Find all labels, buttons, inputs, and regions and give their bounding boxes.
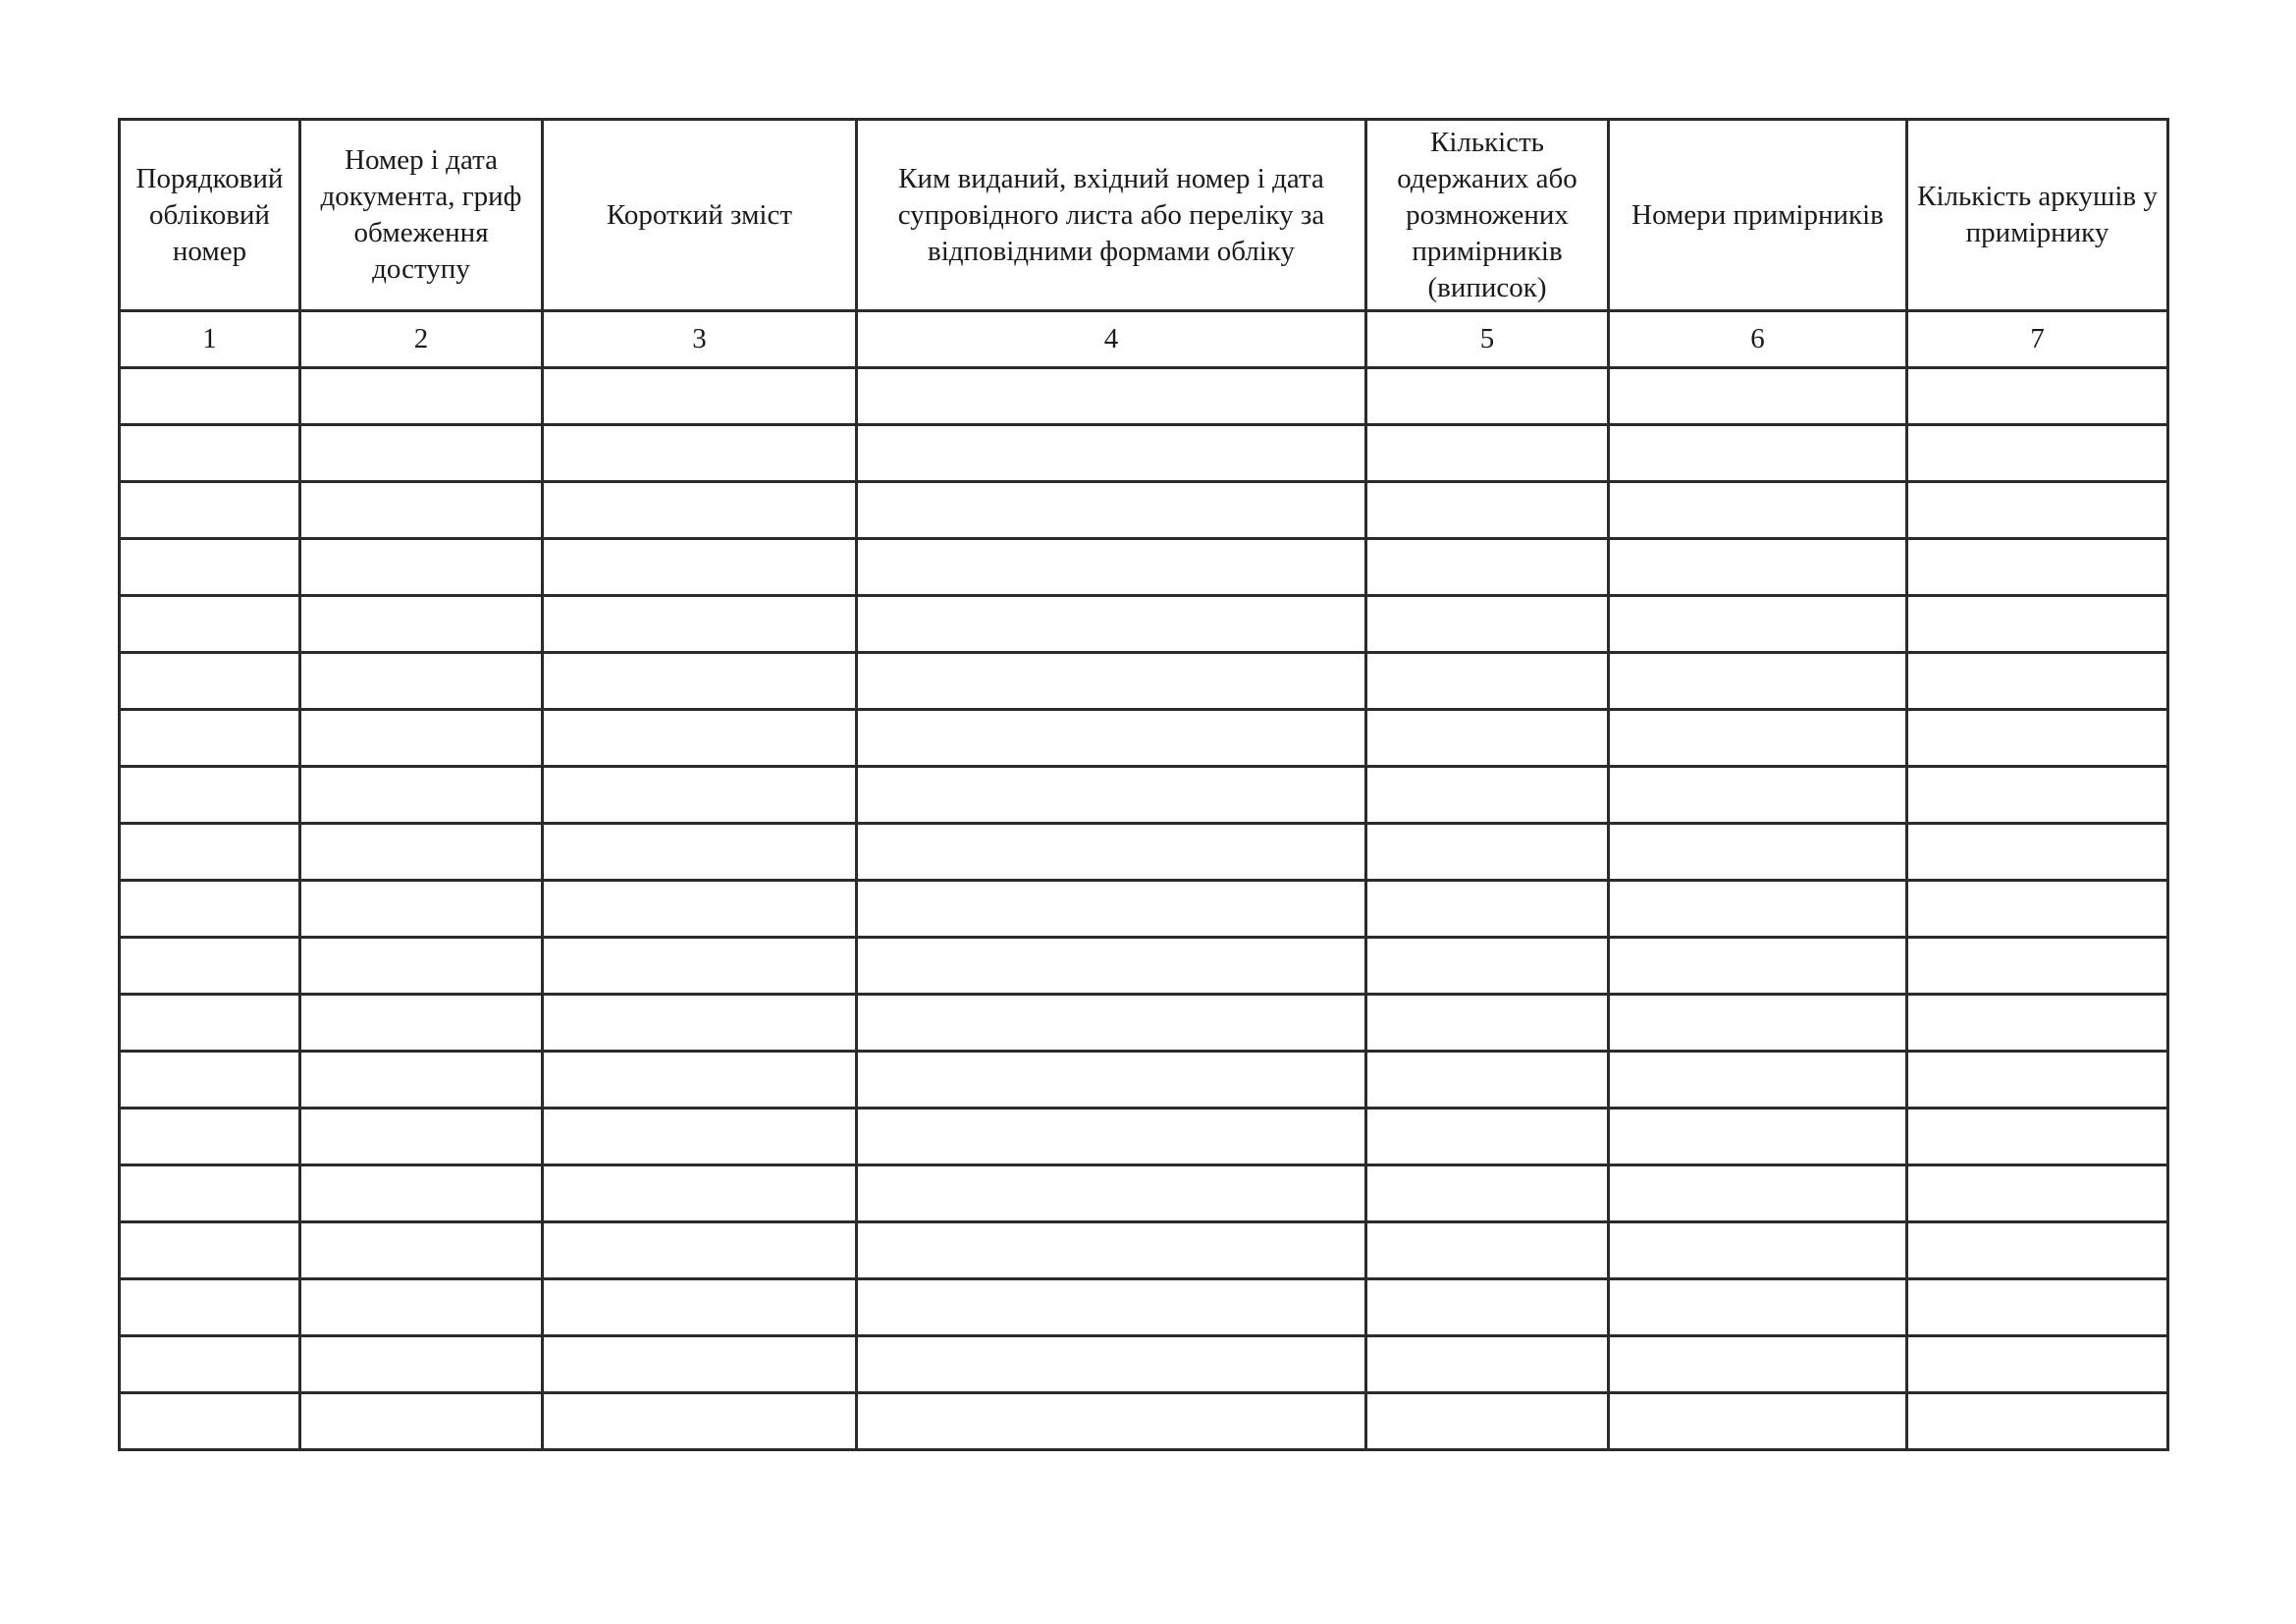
- table-cell: [1366, 1336, 1609, 1393]
- table-cell: [1366, 1222, 1609, 1279]
- table-cell: [1609, 938, 1907, 995]
- table-cell: [543, 1165, 857, 1222]
- table-cell: [120, 596, 300, 653]
- table-cell: [120, 425, 300, 482]
- table-cell: [543, 1336, 857, 1393]
- table-cell: [300, 1222, 543, 1279]
- table-cell: [300, 1109, 543, 1165]
- table-cell: [857, 824, 1366, 881]
- column-header-serial-number: Порядковий обліковий номер: [120, 120, 300, 311]
- table-cell: [857, 1393, 1366, 1450]
- table-cell: [543, 881, 857, 938]
- table-cell: [1609, 482, 1907, 539]
- table-row: [120, 767, 2168, 824]
- table-cell: [1907, 938, 2168, 995]
- table-cell: [1609, 824, 1907, 881]
- table-row: [120, 1165, 2168, 1222]
- table-cell: [1609, 1109, 1907, 1165]
- table-cell: [1609, 995, 1907, 1052]
- table-cell: [300, 995, 543, 1052]
- column-header-copies-count: Кількість одержаних або розмножених примірників (виписок): [1366, 120, 1609, 311]
- table-cell: [120, 653, 300, 710]
- table-cell: [1609, 1393, 1907, 1450]
- table-cell: [300, 1279, 543, 1336]
- table-cell: [300, 1165, 543, 1222]
- table-cell: [543, 995, 857, 1052]
- table-cell: [1907, 482, 2168, 539]
- table-cell: [857, 368, 1366, 425]
- table-cell: [1907, 596, 2168, 653]
- header-row: [120, 120, 2168, 311]
- table-cell: [1609, 425, 1907, 482]
- table-cell: [1907, 1222, 2168, 1279]
- table-cell: [1609, 539, 1907, 596]
- table-cell: [543, 938, 857, 995]
- table-row: [120, 1222, 2168, 1279]
- table-row: [120, 1393, 2168, 1450]
- table-cell: [1907, 824, 2168, 881]
- table-cell: [857, 1222, 1366, 1279]
- table-row: [120, 653, 2168, 710]
- table-cell: [857, 881, 1366, 938]
- table-cell: [543, 653, 857, 710]
- table-cell: [1366, 1109, 1609, 1165]
- table-cell: [120, 710, 300, 767]
- column-number: 7: [1907, 311, 2168, 368]
- table-cell: [1609, 881, 1907, 938]
- table-cell: [300, 368, 543, 425]
- table-cell: [120, 1165, 300, 1222]
- table-cell: [120, 938, 300, 995]
- table-cell: [120, 1052, 300, 1109]
- table-cell: [543, 1393, 857, 1450]
- table-cell: [543, 1109, 857, 1165]
- column-header-sheets-per-copy: Кількість аркушів у примірнику: [1907, 120, 2168, 311]
- table-cell: [1366, 938, 1609, 995]
- table-cell: [300, 710, 543, 767]
- table-row: [120, 425, 2168, 482]
- table-cell: [1907, 425, 2168, 482]
- table-cell: [857, 1279, 1366, 1336]
- table-cell: [1609, 1336, 1907, 1393]
- table-row: [120, 1052, 2168, 1109]
- table-row: [120, 881, 2168, 938]
- table-cell: [120, 1393, 300, 1450]
- table-cell: [1366, 767, 1609, 824]
- table-cell: [857, 938, 1366, 995]
- table-cell: [120, 1279, 300, 1336]
- table-cell: [300, 938, 543, 995]
- table-row: [120, 938, 2168, 995]
- table-cell: [857, 653, 1366, 710]
- column-number-row: [120, 311, 2168, 368]
- table-cell: [120, 368, 300, 425]
- table-cell: [1366, 824, 1609, 881]
- column-number: 3: [543, 311, 857, 368]
- table-cell: [1609, 1165, 1907, 1222]
- table-cell: [1366, 995, 1609, 1052]
- register-body: [120, 368, 2168, 1450]
- table-cell: [120, 1109, 300, 1165]
- column-number: 1: [120, 311, 300, 368]
- table-row: [120, 539, 2168, 596]
- table-cell: [300, 482, 543, 539]
- table-cell: [120, 995, 300, 1052]
- table-cell: [120, 1222, 300, 1279]
- table-cell: [543, 1222, 857, 1279]
- table-cell: [857, 482, 1366, 539]
- table-cell: [1907, 710, 2168, 767]
- table-row: [120, 995, 2168, 1052]
- table-cell: [543, 1279, 857, 1336]
- table-cell: [1609, 368, 1907, 425]
- table-cell: [857, 1336, 1366, 1393]
- column-number: 2: [300, 311, 543, 368]
- table-row: [120, 824, 2168, 881]
- table-cell: [543, 710, 857, 767]
- table-cell: [543, 368, 857, 425]
- table-cell: [1366, 539, 1609, 596]
- column-number: 4: [857, 311, 1366, 368]
- table-cell: [543, 1052, 857, 1109]
- table-cell: [1609, 1052, 1907, 1109]
- table-cell: [300, 596, 543, 653]
- table-cell: [857, 767, 1366, 824]
- column-header-issued-by: Ким виданий, вхідний номер і дата супровідного листа або переліку за відповідними формами обліку: [857, 120, 1366, 311]
- table-cell: [1609, 767, 1907, 824]
- table-cell: [543, 539, 857, 596]
- table-cell: [120, 767, 300, 824]
- table-cell: [1366, 1165, 1609, 1222]
- table-cell: [857, 596, 1366, 653]
- table-cell: [1907, 1052, 2168, 1109]
- table-cell: [1366, 368, 1609, 425]
- table-cell: [1907, 881, 2168, 938]
- column-number: 5: [1366, 311, 1609, 368]
- table-cell: [1907, 1165, 2168, 1222]
- table-cell: [1907, 539, 2168, 596]
- column-header-summary: Короткий зміст: [543, 120, 857, 311]
- table-cell: [1366, 653, 1609, 710]
- table-cell: [300, 881, 543, 938]
- column-number: 6: [1609, 311, 1907, 368]
- table-cell: [1907, 767, 2168, 824]
- table-cell: [1366, 881, 1609, 938]
- table-row: [120, 1336, 2168, 1393]
- table-cell: [857, 425, 1366, 482]
- table-cell: [857, 710, 1366, 767]
- table-cell: [1907, 1393, 2168, 1450]
- table-cell: [1907, 368, 2168, 425]
- table-cell: [1907, 1109, 2168, 1165]
- table-cell: [1609, 653, 1907, 710]
- table-cell: [120, 539, 300, 596]
- table-row: [120, 596, 2168, 653]
- table-row: [120, 1279, 2168, 1336]
- table-cell: [1366, 1279, 1609, 1336]
- table-cell: [1366, 1393, 1609, 1450]
- table-cell: [300, 1393, 543, 1450]
- table-cell: [300, 767, 543, 824]
- table-cell: [1609, 1222, 1907, 1279]
- table-cell: [1609, 596, 1907, 653]
- table-cell: [857, 1109, 1366, 1165]
- table-cell: [1609, 710, 1907, 767]
- table-cell: [1907, 995, 2168, 1052]
- table-row: [120, 710, 2168, 767]
- table-cell: [120, 482, 300, 539]
- table-cell: [1907, 1279, 2168, 1336]
- table-cell: [1366, 596, 1609, 653]
- column-header-copy-numbers: Номери примірників: [1609, 120, 1907, 311]
- table-cell: [300, 1336, 543, 1393]
- column-header-document-number-date: Номер і дата документа, гриф обмеження доступу: [300, 120, 543, 311]
- table-cell: [300, 1052, 543, 1109]
- table-cell: [120, 1336, 300, 1393]
- table-cell: [543, 767, 857, 824]
- table-cell: [120, 881, 300, 938]
- table-row: [120, 482, 2168, 539]
- table-cell: [1907, 653, 2168, 710]
- table-cell: [300, 539, 543, 596]
- table-cell: [857, 539, 1366, 596]
- table-cell: [857, 1052, 1366, 1109]
- table-cell: [857, 1165, 1366, 1222]
- table-cell: [1907, 1336, 2168, 1393]
- table-cell: [857, 995, 1366, 1052]
- register-table: [118, 118, 2169, 1451]
- table-cell: [543, 596, 857, 653]
- table-cell: [120, 824, 300, 881]
- table-cell: [1366, 482, 1609, 539]
- table-cell: [543, 425, 857, 482]
- table-row: [120, 368, 2168, 425]
- table-cell: [543, 482, 857, 539]
- table-cell: [300, 824, 543, 881]
- table-cell: [300, 653, 543, 710]
- table-cell: [1366, 425, 1609, 482]
- table-row: [120, 1109, 2168, 1165]
- table-cell: [1609, 1279, 1907, 1336]
- table-cell: [1366, 1052, 1609, 1109]
- table-cell: [300, 425, 543, 482]
- table-cell: [543, 824, 857, 881]
- table-cell: [1366, 710, 1609, 767]
